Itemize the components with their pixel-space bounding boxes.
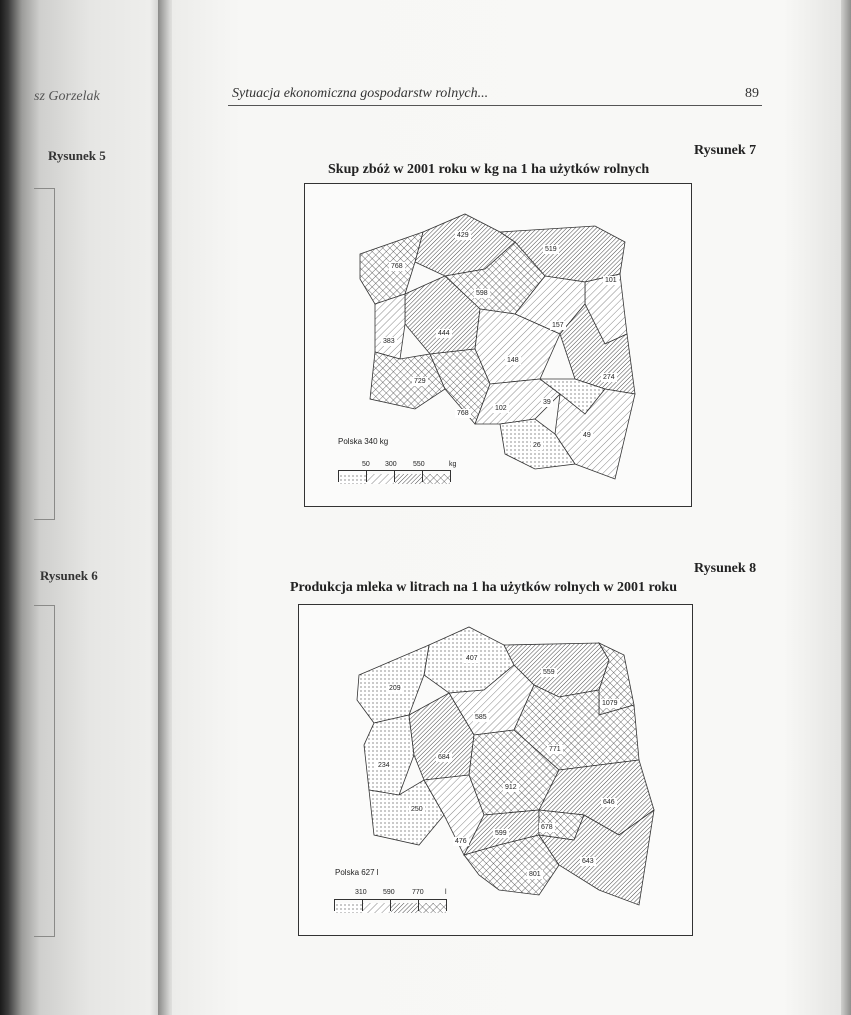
- fig7-value-label: 429: [457, 232, 469, 239]
- fig8-legend-tick: 310: [355, 889, 367, 896]
- left-page: [0, 0, 165, 1015]
- fig7-value-label: 383: [383, 338, 395, 345]
- fig8-legend-tick: 590: [383, 889, 395, 896]
- fig8-value-label: 476: [455, 838, 467, 845]
- fig8-value-label: 678: [541, 824, 553, 831]
- fig8-value-label: 559: [543, 669, 555, 676]
- figure-8-number: Rysunek 8: [694, 561, 757, 576]
- fig7-legend-swatch-2: [366, 470, 395, 482]
- fig8-value-label: 250: [411, 806, 423, 813]
- fig8-legend-swatch-2: [362, 899, 391, 911]
- fig8-value-label: 1079: [602, 700, 618, 707]
- page-edge: [841, 0, 851, 1015]
- fig7-legend-swatch-3: [394, 470, 423, 482]
- fig8-value-label: 209: [389, 685, 401, 692]
- fig7-legend-tick: 50: [362, 461, 370, 468]
- figure-7-title: Skup zbóż w 2001 roku w kg na 1 ha użytków rolnych: [328, 162, 650, 177]
- fig7-legend-tick: 300: [385, 461, 397, 468]
- fig7-legend-tick: 550: [413, 461, 425, 468]
- fig7-value-label: 598: [476, 290, 488, 297]
- fig7-value-label: 101: [605, 277, 617, 284]
- fig8-national-average: Polska 627 l: [335, 868, 379, 877]
- left-page-header: sz Gorzelak: [34, 89, 100, 104]
- fig8-legend-tick: l: [445, 889, 447, 896]
- fig7-value-label: 39: [543, 399, 551, 406]
- left-caption-rysunek-5: Rysunek 5: [48, 148, 106, 163]
- figure-8-title: Produkcja mleka w litrach na 1 ha użytków rolnych w 2001 roku: [290, 580, 677, 595]
- fig7-region-west: [375, 294, 405, 359]
- figure-7-svg: [305, 184, 691, 506]
- fig7-value-label: 274: [603, 374, 615, 381]
- fig8-value-label: 912: [505, 784, 517, 791]
- left-figure-box-5: [34, 188, 55, 520]
- fig7-value-label: 729: [414, 378, 426, 385]
- fig8-value-label: 599: [495, 830, 507, 837]
- running-header: Sytuacja ekonomiczna gospodarstw rolnych...: [232, 86, 489, 101]
- fig7-value-label: 26: [533, 442, 541, 449]
- fig7-legend-tick: kg: [449, 461, 457, 468]
- fig8-value-label: 234: [378, 762, 390, 769]
- figure-8-svg: [299, 605, 692, 935]
- fig8-value-label: 771: [549, 746, 561, 753]
- fig7-value-label: 768: [457, 410, 469, 417]
- fig7-national-average: Polska 340 kg: [338, 437, 389, 446]
- left-caption-rysunek-6: Rysunek 6: [40, 568, 98, 583]
- fig7-value-label: 519: [545, 246, 557, 253]
- header-rule: [228, 105, 762, 106]
- left-figure-box-6: [34, 605, 55, 937]
- fig8-region-west: [364, 715, 414, 795]
- fig7-value-label: 148: [507, 357, 519, 364]
- page-number: 89: [745, 86, 759, 101]
- fig7-value-label: 49: [583, 432, 591, 439]
- fig8-value-label: 585: [475, 714, 487, 721]
- fig8-legend-swatch-3: [390, 899, 419, 911]
- fig7-value-label: 768: [391, 263, 403, 270]
- fig8-value-label: 646: [603, 799, 615, 806]
- fig8-legend-swatch-1: [334, 899, 363, 911]
- fig7-legend-swatch-1: [338, 470, 367, 482]
- figure-7-map: [304, 183, 692, 507]
- fig8-value-label: 643: [582, 858, 594, 865]
- figure-8-map: [298, 604, 693, 936]
- fig7-legend-swatch-4: [422, 470, 451, 482]
- fig8-value-label: 684: [438, 754, 450, 761]
- fig8-legend-tick: 770: [412, 889, 424, 896]
- fig8-legend-swatch-4: [418, 899, 447, 911]
- fig8-value-label: 801: [529, 871, 541, 878]
- fig7-value-label: 444: [438, 330, 450, 337]
- fig7-value-label: 102: [495, 405, 507, 412]
- fig7-value-label: 157: [552, 322, 564, 329]
- fig7-region-south-east: [555, 389, 635, 479]
- fig8-value-label: 407: [466, 655, 478, 662]
- figure-7-number: Rysunek 7: [694, 143, 757, 158]
